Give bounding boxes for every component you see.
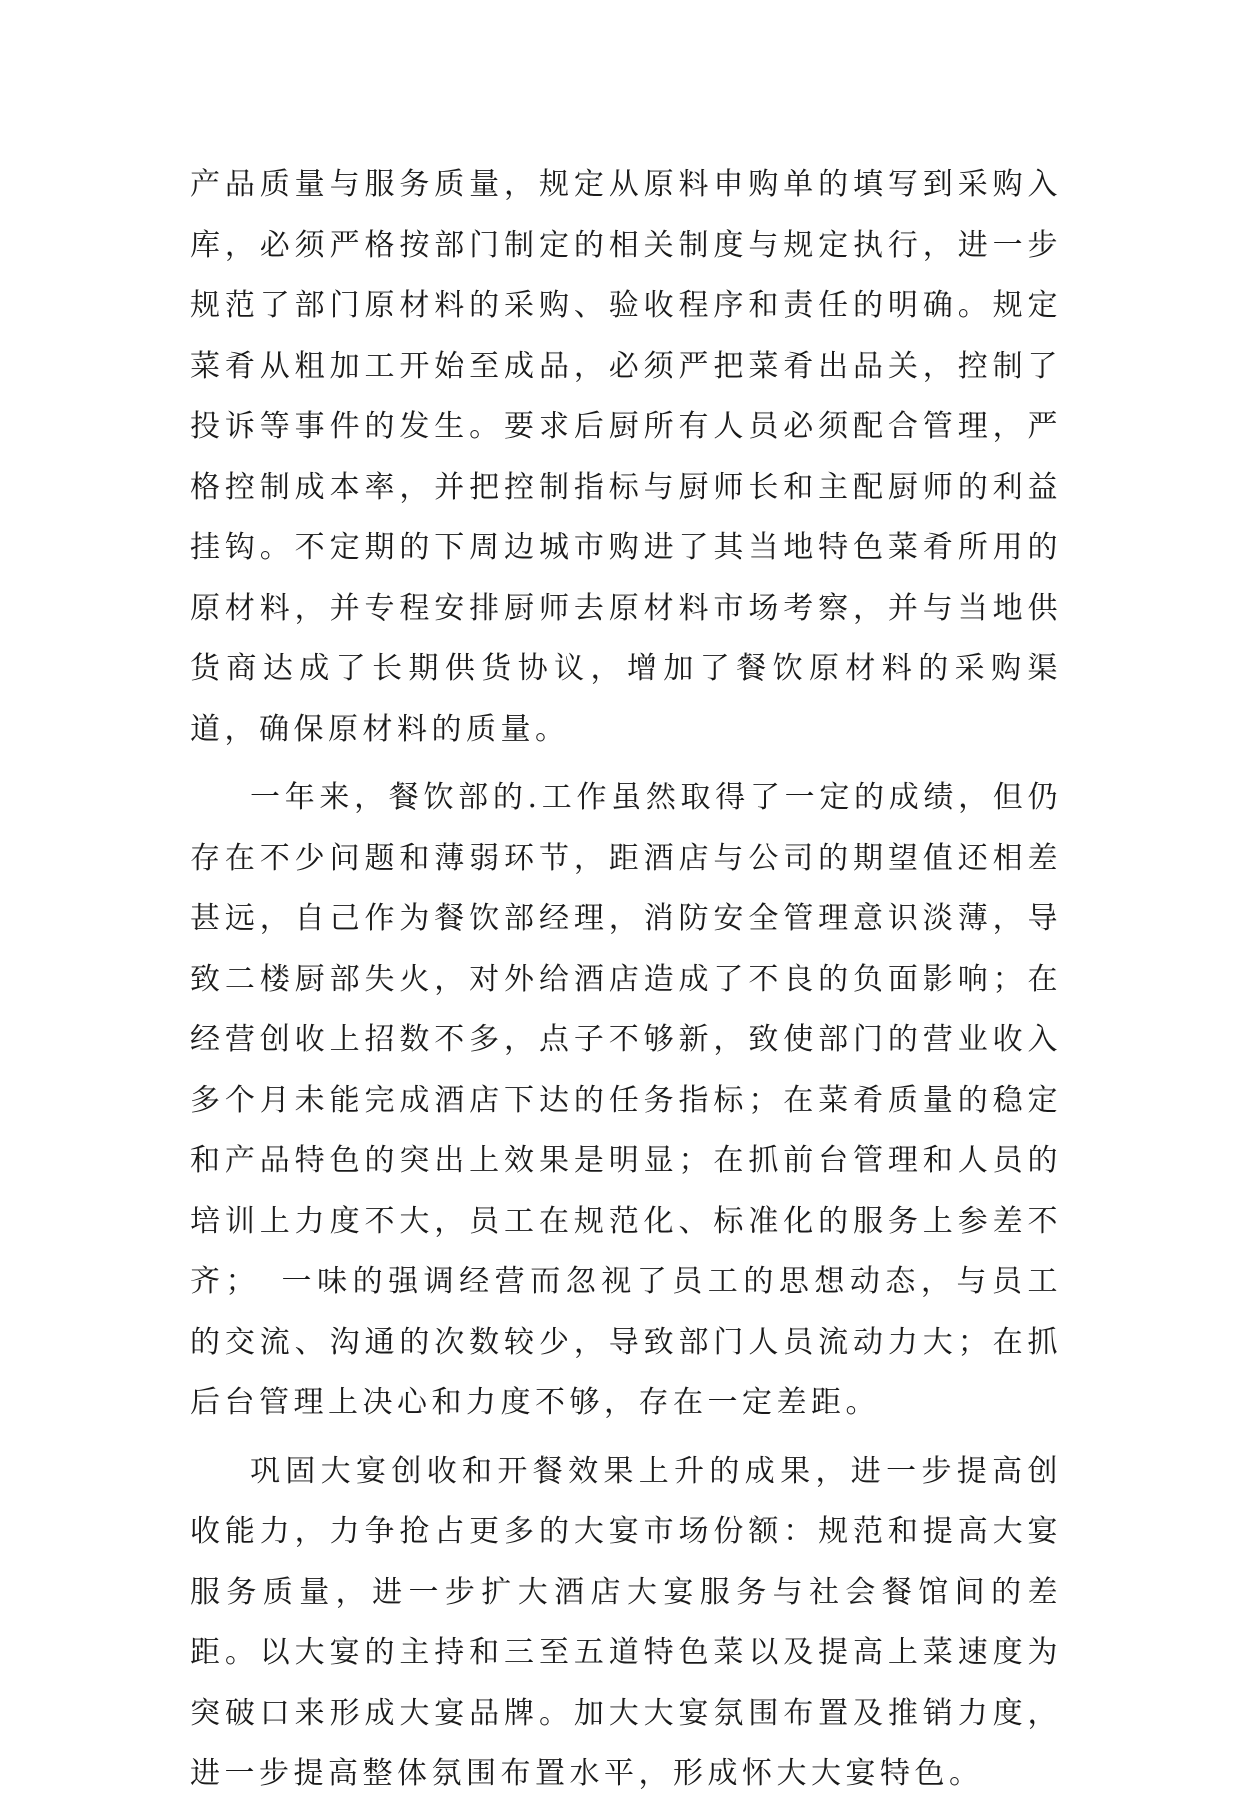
document-body [190, 155, 1062, 1813]
paragraph-2: 一年来，餐饮部的.工作虽然取得了一定的成绩，但仍存在不少问题和薄弱环节，距酒店与公司的期望值还相差甚远，自己作为餐饮部经理，消防安全管理意识淡薄，导致二楼厨部失火，对外给酒店造成了不良的负面影响；在经营创收上招数不多，点子不够新，致使部门的营业收入多个月未能完成酒店下达的任务指标；在菜肴质量的稳定和产品特色的突出上效果是明显；在抓前台管理和人员的培训上力度不大，员工在规范化、标准化的服务上参差不齐； 一味的强调经营而忽视了员工的思想动态，与员工的交流、沟通的次数较少，导致部门人员流动力大；在抓后台管理上决心和力度不够，存在一定差距。 [190, 780, 1062, 1420]
paragraph-1: 产品质量与服务质量，规定从原料申购单的填写到采购入库，必须严格按部门制定的相关制度与规定执行，进一步规范了部门原材料的采购、验收程序和责任的明确。规定菜肴从粗加工开始至成品，必须严把菜肴出品关，控制了投诉等事件的发生。要求后厨所有人员必须配合管理，严格控制成本率，并把控制指标与厨师长和主配厨师的利益挂钩。不定期的下周边城市购进了其当地特色菜肴所用的原材料，并专程安排厨师去原材料市场考察，并与当地供货商达成了长期供货协议，增加了餐饮原材料的采购渠道，确保原材料的质量。 [190, 167, 1062, 747]
paragraph-3: 巩固大宴创收和开餐效果上升的成果，进一步提高创收能力，力争抢占更多的大宴市场份额：规范和提高大宴服务质量，进一步扩大酒店大宴服务与社会餐馆间的差距。以大宴的主持和三至五道特色菜以及提高上菜速度为突破口来形成大宴品牌。加大大宴氛围布置及推销力度，进一步提高整体氛围布置水平，形成怀大大宴特色。 [190, 1453, 1062, 1791]
